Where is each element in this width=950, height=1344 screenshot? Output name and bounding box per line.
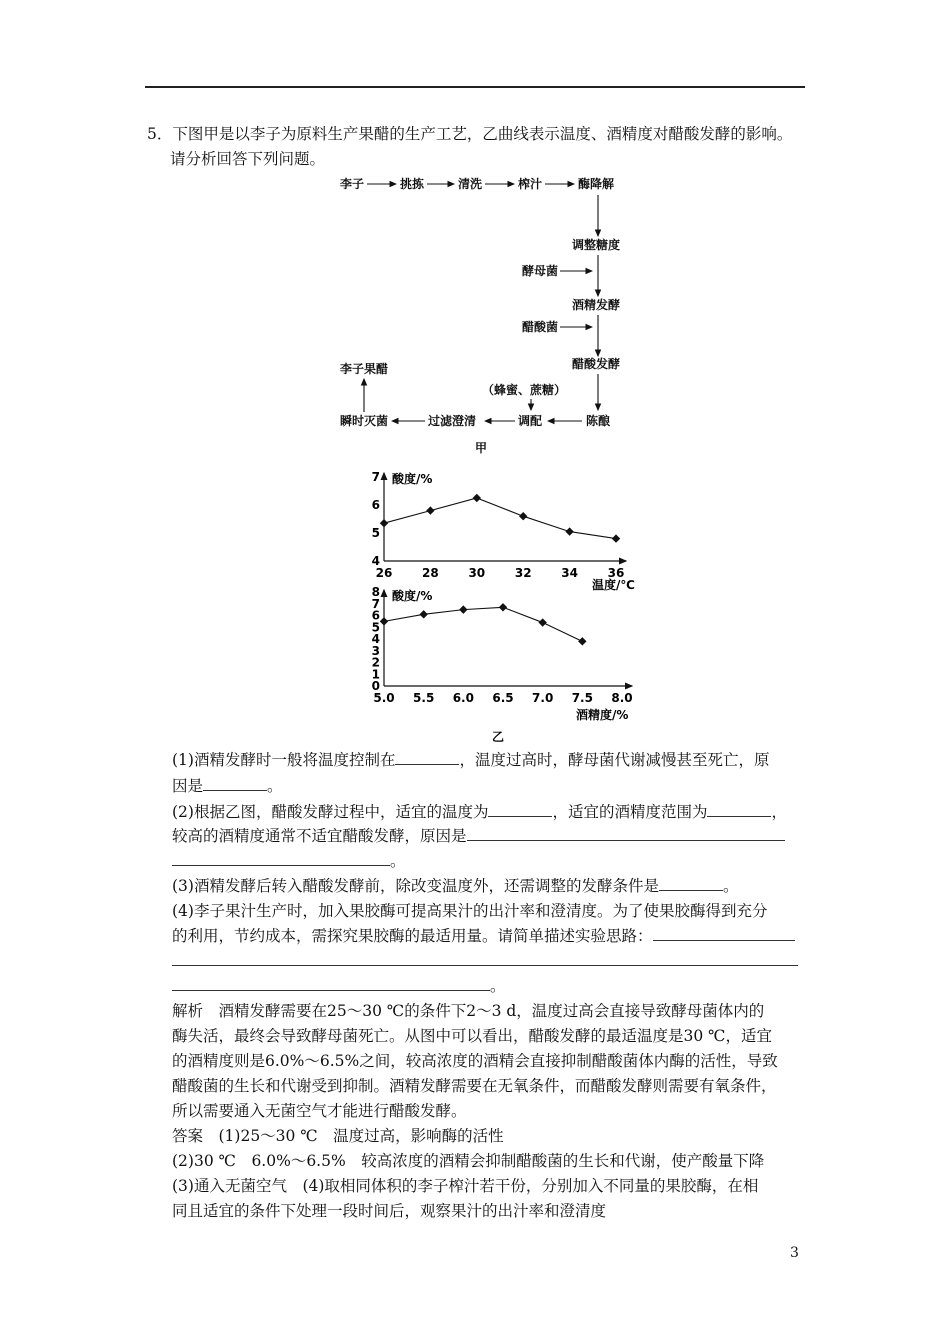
x-tick-label: 7.0 <box>532 691 554 705</box>
node-fengmi: （蜂蜜、蔗糖） <box>482 383 567 397</box>
q2-line2: 较高的酒精度通常不适宜醋酸发酵，原因是 <box>172 826 785 846</box>
q2-line3: 。 <box>172 851 406 871</box>
x-tick-label: 28 <box>422 566 439 580</box>
q4-blank-cont-1[interactable] <box>172 951 798 966</box>
node-chenniang: 陈酿 <box>586 414 611 428</box>
data-point <box>473 494 481 502</box>
data-point <box>380 617 388 625</box>
y-tick-label: 5 <box>371 526 380 540</box>
q4-line4: 。 <box>172 976 506 996</box>
analysis-line-2: 酶失活，最终会导致酵母菌死亡。从图中可以看出，醋酸发酵的最适温度是30 ℃，适宜 <box>172 1027 772 1045</box>
node-tiaozhengtangdu: 调整糖度 <box>572 238 621 252</box>
node-jiujingfajiao: 酒精发酵 <box>572 298 621 312</box>
y-axis-label: 酸度/% <box>392 472 433 486</box>
caption-jia: 甲 <box>475 441 488 455</box>
y-tick-label: 6 <box>371 608 380 623</box>
y-tick-label: 1 <box>371 667 380 682</box>
y-tick-label: 2 <box>371 655 380 670</box>
q4-line3 <box>172 951 798 971</box>
data-point <box>565 527 573 535</box>
x-tick-label: 30 <box>468 566 486 580</box>
answer-line-3: (3)通入无菌空气 (4)取相同体积的李子榨汁若干份，分别加入不同量的果胶酶，在相 <box>172 1177 759 1195</box>
y-tick-label: 4 <box>371 554 380 568</box>
q3-blank[interactable] <box>659 876 723 891</box>
q4-line1: (4)李子果汁生产时，加入果胶酶可提高果汁的出汁率和澄清度。为了使果胶酶得到充分 <box>172 902 768 920</box>
answer-line-4: 同且适宜的条件下处理一段时间后，观察果汁的出汁率和澄清度 <box>172 1202 607 1220</box>
header-rule <box>145 86 805 88</box>
y-tick-label: 3 <box>371 643 380 658</box>
node-jiaomujun: 酵母菌 <box>522 264 559 278</box>
question-line-1: 5．下图甲是以李子为原料生产果醋的生产工艺，乙曲线表示温度、酒精度对醋酸发酵的影响。 <box>147 125 793 143</box>
page-number: 3 <box>790 1245 799 1261</box>
node-zhazhi: 榨汁 <box>518 177 543 191</box>
y-tick-label: 7 <box>371 596 380 611</box>
data-point <box>538 618 546 626</box>
question-line-2: 请分析回答下列问题。 <box>170 150 326 168</box>
x-tick-label: 34 <box>561 566 578 580</box>
x-tick-label: 36 <box>607 566 625 580</box>
node-guolvchengqing: 过滤澄清 <box>428 414 477 428</box>
answer-line-2: (2)30 ℃ 6.0%～6.5% 较高浓度的酒精会抑制醋酸菌的生长和代谢，使产酸量下降 <box>172 1152 765 1170</box>
node-qingxi: 清洗 <box>458 177 483 191</box>
node-tiaopei: 调配 <box>518 414 543 428</box>
q2-blank-3[interactable] <box>467 826 785 841</box>
x-tick-label: 7.5 <box>571 691 593 705</box>
y-tick-label: 4 <box>371 632 380 646</box>
series-line <box>384 607 582 641</box>
data-point <box>459 605 467 613</box>
analysis-line-3: 的酒精度则是6.0%～6.5%之间，较高浓度的酒精会直接抑制醋酸菌体内酶的活性，导致 <box>172 1052 778 1070</box>
q2-blank-3-cont[interactable] <box>172 851 390 866</box>
q2-blank-2[interactable] <box>707 802 771 817</box>
y-tick-label: 5 <box>371 620 380 635</box>
q1-line2: 因是 。 <box>172 777 283 795</box>
node-cusuanfajiao: 醋酸发酵 <box>572 357 621 371</box>
node-cusuanjun: 醋酸菌 <box>522 320 559 334</box>
q1-line1: (1)酒精发酵时一般将温度控制在 ，温度过高时，酵母菌代谢减慢甚至死亡，原 <box>172 751 770 769</box>
chart-alcohol <box>360 584 650 744</box>
flowchart-jia <box>330 172 650 457</box>
x-tick-label: 26 <box>375 566 393 580</box>
node-liziguocu: 李子果醋 <box>340 362 389 376</box>
x-axis-label: 温度/℃ <box>592 578 635 592</box>
q1-blank-2[interactable] <box>203 776 267 791</box>
y-tick-label: 0 <box>371 679 380 693</box>
data-point <box>499 603 507 611</box>
q1-blank-1[interactable] <box>395 750 459 765</box>
x-tick-label: 5.5 <box>413 691 435 705</box>
answer-line-1: 答案 (1)25～30 ℃ 温度过高，影响酶的活性 <box>172 1127 504 1145</box>
node-tiaojian: 挑拣 <box>400 177 425 191</box>
data-point <box>612 534 620 542</box>
chart-temperature <box>360 463 650 598</box>
data-point <box>419 610 427 618</box>
data-point <box>426 506 434 514</box>
q4-blank-cont-2[interactable] <box>172 976 490 991</box>
x-tick-label: 6.5 <box>492 691 514 705</box>
x-axis-label: 酒精度/% <box>576 708 629 722</box>
y-axis-label: 酸度/% <box>392 589 433 603</box>
q3-line: (3)酒精发酵后转入醋酸发酵前，除改变温度外，还需调整的发酵条件是 。 <box>172 877 739 895</box>
node-lizi: 李子 <box>340 177 365 191</box>
node-shunshimiejun: 瞬时灭菌 <box>340 414 389 428</box>
x-tick-label: 8.0 <box>611 691 633 705</box>
y-tick-label: 7 <box>371 470 380 484</box>
analysis-line-4: 醋酸菌的生长和代谢受到抑制。酒精发酵需要在无氧条件，而醋酸发酵则需要有氧条件， <box>172 1077 777 1095</box>
series-line <box>384 498 616 539</box>
x-tick-label: 5.0 <box>373 691 395 705</box>
analysis-line-1: 解析 酒精发酵需要在25～30 ℃的条件下2～3 d，温度过高会直接导致酵母菌体内的 <box>172 1002 765 1020</box>
x-tick-label: 6.0 <box>452 691 474 705</box>
q2-blank-1[interactable] <box>488 802 552 817</box>
y-tick-label: 8 <box>371 585 380 599</box>
x-tick-label: 32 <box>514 566 532 580</box>
data-point <box>519 512 527 520</box>
node-meijiangjie: 酶降解 <box>578 177 615 191</box>
data-point <box>578 637 586 645</box>
analysis-line-5: 所以需要通入无菌空气才能进行醋酸发酵。 <box>172 1102 467 1120</box>
q4-blank[interactable] <box>653 926 795 941</box>
q2-line1: (2)根据乙图，醋酸发酵过程中，适宜的温度为 ，适宜的酒精度范围为 ， <box>172 803 787 821</box>
q4-line2: 的利用，节约成本，需探究果胶酶的最适用量。请简单描述实验思路： <box>172 926 795 946</box>
caption-yi: 乙 <box>492 730 505 744</box>
data-point <box>380 519 388 527</box>
y-tick-label: 6 <box>371 498 380 512</box>
